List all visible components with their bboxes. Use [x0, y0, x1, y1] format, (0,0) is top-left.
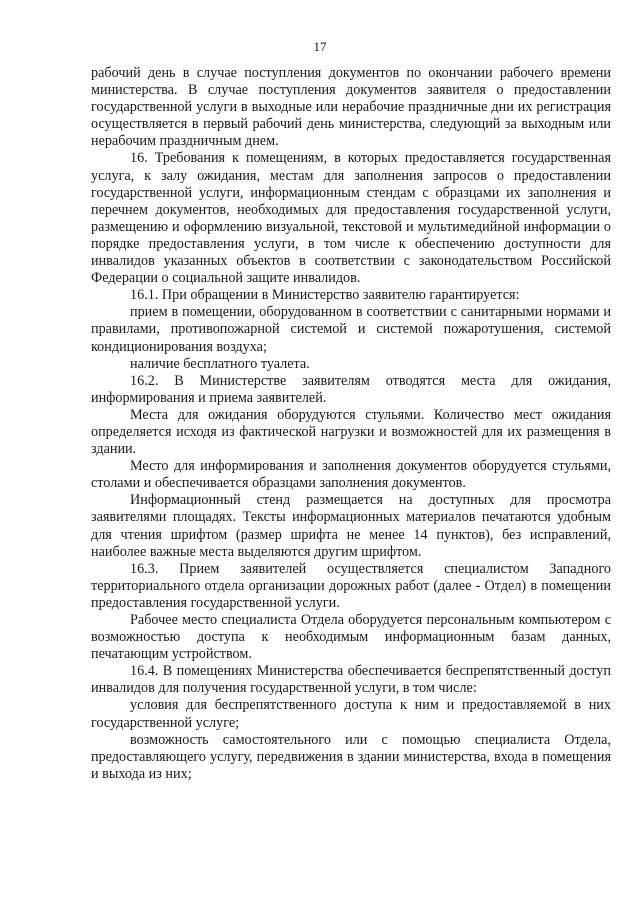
paragraph: 16.3. Прием заявителей осуществляется специалистом Западного территориального отдела организации дорожных работ (далее - Отдел) в помещении предоставления государственной услуги. [91, 560, 611, 611]
paragraph: условия для беспрепятственного доступа к ним и предоставляемой в них государственной услуге; [91, 697, 611, 731]
paragraph: возможность самостоятельного или с помощью специалиста Отдела, предоставляющего услугу, передвижения в здании министерства, входа в помещения и выхода из них; [91, 731, 611, 782]
paragraph: 16.4. В помещениях Министерства обеспечивается беспрепятственный доступ инвалидов для получения государственной услуги, в том числе: [91, 663, 611, 697]
page-number: 17 [313, 39, 327, 54]
paragraph: рабочий день в случае поступления документов по окончании рабочего времени министерства. В случае поступления документов заявителя о предоставлении государственной услуги в выходные или нерабочие праздничные дни их регистрация осуществляется в первый рабочий день министерства, следующий за выходным или нерабочим праздничным днем. [91, 65, 611, 150]
paragraph: Места для ожидания оборудуются стульями. Количество мест ожидания определяется исходя из фактической нагрузки и возможностей для их размещения в здании. [91, 406, 611, 458]
paragraph: Место для информирования и заполнения документов оборудуется стульями, столами и обеспечивается образцами заполнения документов. [91, 458, 611, 492]
paragraph: 16.2. В Министерстве заявителям отводятся места для ожидания, информирования и приема заявителей. [91, 372, 611, 406]
paragraph: прием в помещении, оборудованном в соответствии с санитарными нормами и правилами, противопожарной системой и системой пожаротушения, системой кондиционирования воздуха; [91, 304, 611, 355]
paragraph: 16. Требования к помещениям, в которых предоставляется государственная услуга, к залу ожидания, местам для заполнения запросов о предоставлении государственной услуги, информационным стендам с образцами их заполнения и перечнем документов, необходимых для предоставления государственной услуги, размещению и оформлению визуальной, текстовой и мультимедийной информации о порядке предоставления услуги, в том числе к обеспечению доступности для инвалидов указанных объектов в соответствии с законодательством Российской Федерации о социальной защите инвалидов. [91, 150, 611, 287]
paragraph: 16.1. При обращении в Министерство заявителю гарантируется: [130, 287, 520, 304]
paragraph: наличие бесплатного туалета. [130, 355, 310, 372]
document-body [91, 65, 611, 783]
paragraph: Информационный стенд размещается на доступных для просмотра заявителями площадях. Тексты информационных материалов печатаются удобным для чтения шрифтом (размер шрифта не менее 14 пунктов), без исправлений, наиболее важные места выделяются другим шрифтом. [91, 492, 611, 560]
paragraph: Рабочее место специалиста Отдела оборудуется персональным компьютером с возможностью доступа к необходимым информационным базам данных, печатающим устройством. [91, 612, 611, 663]
